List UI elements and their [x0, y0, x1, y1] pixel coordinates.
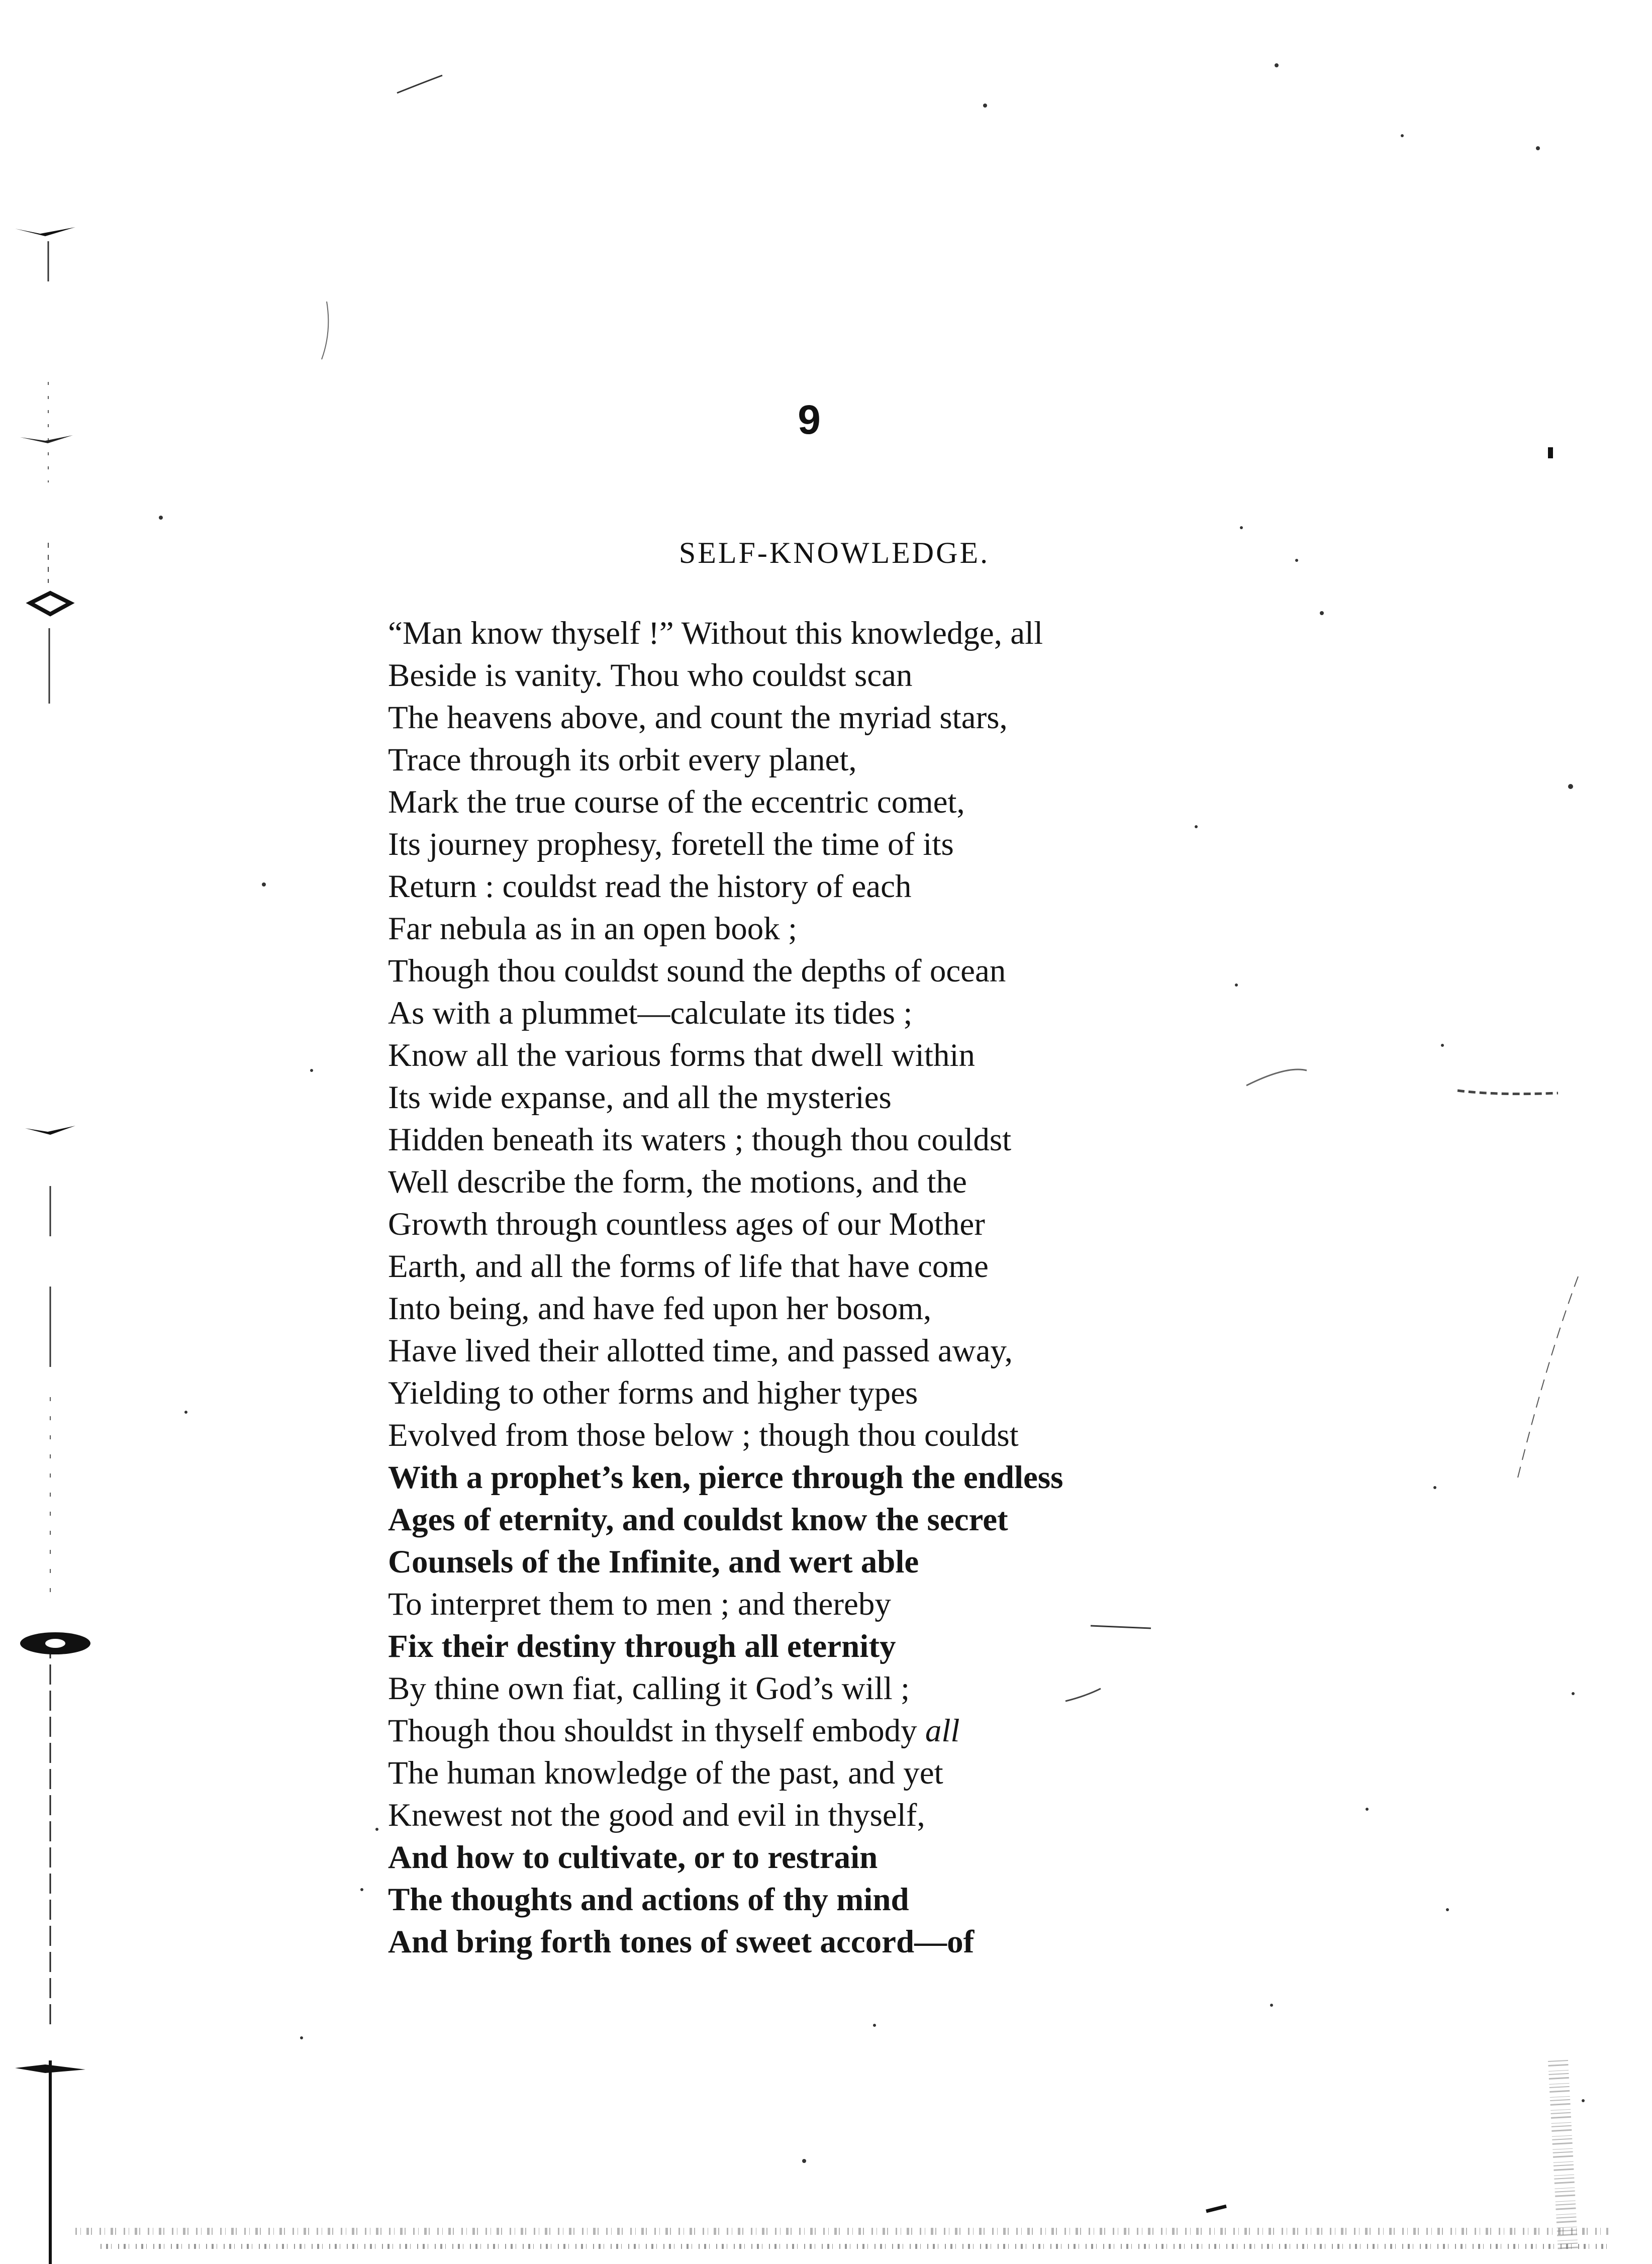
- poem-line: Though thou couldst sound the depths of ocean: [388, 953, 1006, 989]
- poem-line: Though thou shouldst in thyself embody all: [388, 1713, 960, 1749]
- poem-line: Trace through its orbit every planet,: [388, 742, 857, 778]
- poem-line: As with a plummet—calculate its tides ;: [388, 995, 913, 1031]
- poem-body: [388, 612, 1494, 1963]
- poem-line: The heavens above, and count the myriad stars,: [388, 700, 1008, 736]
- poem-line: Its wide expanse, and all the mysteries: [388, 1079, 892, 1116]
- poem-line: The human knowledge of the past, and yet: [388, 1755, 943, 1791]
- poem-line: Beside is vanity. Thou who couldst scan: [388, 657, 913, 694]
- poem-line: Yielding to other forms and higher types: [388, 1375, 918, 1411]
- poem-line: Well describe the form, the motions, and the: [388, 1164, 967, 1200]
- poem-line: Return : couldst read the history of each: [388, 868, 912, 905]
- poem-line: Far nebula as in an open book ;: [388, 911, 798, 947]
- poem-line: Ages of eternity, and couldst know the secret: [388, 1502, 1008, 1538]
- poem-line: To interpret them to men ; and thereby: [388, 1586, 891, 1622]
- poem-line: Into being, and have fed upon her bosom,: [388, 1291, 932, 1327]
- poem-line: The thoughts and actions of thy mind: [388, 1882, 909, 1918]
- poem-line: Knewest not the good and evil in thyself,: [388, 1797, 925, 1833]
- poem-title: SELF-KNOWLEDGE.: [678, 536, 990, 569]
- poem-line: With a prophet’s ken, pierce through the endless: [388, 1459, 1063, 1496]
- poem-line: Earth, and all the forms of life that have come: [388, 1248, 989, 1285]
- poem-line: “Man know thyself !” Without this knowledge, all: [388, 615, 1043, 651]
- poem-line: By thine own fiat, calling it God’s will ;: [388, 1670, 910, 1707]
- poem-line: Have lived their allotted time, and passed away,: [388, 1333, 1013, 1369]
- poem-line: Hidden beneath its waters ; though thou couldst: [388, 1122, 1012, 1158]
- poem-line: Fix their destiny through all eternity: [388, 1628, 896, 1664]
- poem-line: And how to cultivate, or to restrain: [388, 1839, 878, 1876]
- poem-line: Its journey prophesy, foretell the time of its: [388, 826, 954, 862]
- page-number: 9: [798, 397, 821, 443]
- poem-line: Evolved from those below ; though thou couldst: [388, 1417, 1019, 1453]
- poem-line: And bring forth tones of sweet accord—of: [388, 1924, 975, 1960]
- poem-line: Mark the true course of the eccentric comet,: [388, 784, 965, 820]
- poem-line: Counsels of the Infinite, and wert able: [388, 1544, 919, 1580]
- poem-italic-word: all: [925, 1713, 960, 1749]
- poem-line: Know all the various forms that dwell within: [388, 1037, 976, 1073]
- poem-line: Growth through countless ages of our Mother: [388, 1206, 985, 1242]
